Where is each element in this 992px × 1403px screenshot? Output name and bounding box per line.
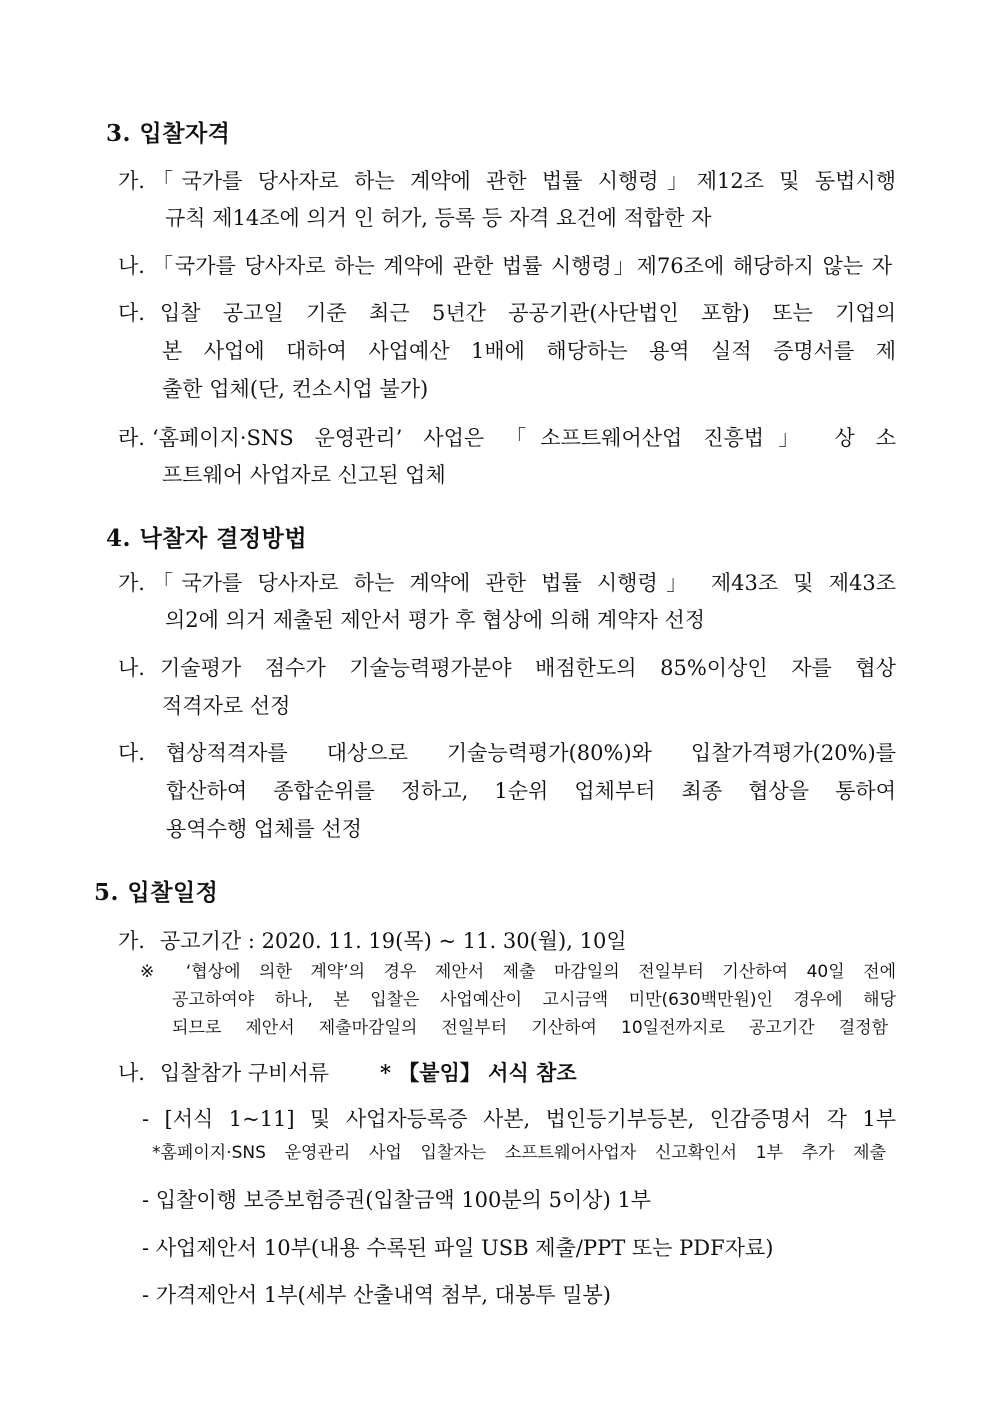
item-text: 협상적격자를 대상으로 기술능력평가(80%)와 입찰가격평가(20%)를 — [166, 741, 896, 765]
section-heading-4: 4. 낙찰자 결정방법 — [106, 525, 308, 552]
item-marker: 나. — [118, 656, 145, 680]
item-text: 입찰 공고일 기준 최근 5년간 공공기관(사단법인 포함) 또는 기업의 — [160, 301, 896, 325]
item-text: 의2에 의거 제출된 제안서 평가 후 협상에 의해 계약자 선정 — [165, 608, 706, 632]
item-text: 용역수행 업체를 선정 — [166, 817, 362, 841]
documents-reference: * 【붙임】 서식 참조 — [380, 1060, 577, 1085]
section-heading-3: 3. 입찰자격 — [106, 120, 231, 147]
item-marker: 나. — [118, 254, 145, 278]
item-text: 「국가를 당사자로 하는 계약에 관한 법률 시행령」제76조에 해당하지 않는 자 — [152, 254, 892, 278]
section-heading-5: 5. 입찰일정 — [94, 879, 219, 906]
item-marker: 나. — [118, 1061, 145, 1085]
document-item: - 사업제안서 10부(내용 수록된 파일 USB 제출/PPT 또는 PDF자료) — [142, 1236, 774, 1260]
item-text: 규칙 제14조에 의거 인 허가, 등록 등 자격 요건에 적합한 자 — [165, 206, 712, 230]
item-text: 「국가를 당사자로 하는 계약에 관한 법률 시행령」제12조 및 동법시행 — [152, 169, 896, 193]
item-text: 「국가를 당사자로 하는 계약에 관한 법률 시행령」 제43조 및 제43조 — [152, 571, 896, 595]
document-item: - 입찰이행 보증보험증권(입찰금액 100분의 5이상) 1부 — [142, 1188, 652, 1212]
documents-text: 입찰참가 구비서류 — [160, 1061, 329, 1085]
item-marker: 가. — [118, 169, 145, 193]
item-text: 기술평가 점수가 기술능력평가분야 배점한도의 85%이상인 자를 협상 — [160, 656, 896, 680]
note-text: 되므로 제안서 제출마감일의 전일부터 기산하여 10일전까지로 공고기간 결정함 — [172, 1018, 888, 1038]
item-text: 합산하여 종합순위를 정하고, 1순위 업체부터 최종 협상을 통하여 — [166, 779, 896, 803]
item-text: 출한 업체(단, 컨소시업 불가) — [162, 377, 429, 401]
item-text: ‘홈페이지·SNS 운영관리’ 사업은 「소프트웨어산업 진흥법」 상 소 — [152, 426, 896, 450]
document-item: - [서식 1~11] 및 사업자등록증 사본, 법인등기부등본, 인감증명서 각 1부 — [142, 1107, 896, 1131]
note-text: 공고하여야 하나, 본 입찰은 사업예산이 고시금액 미만(630백만원)인 경우에 해당 — [172, 990, 896, 1010]
item-text: 프트웨어 사업자로 신고된 업체 — [162, 463, 446, 487]
item-marker: 가. — [118, 571, 145, 595]
item-marker: 다. — [118, 301, 145, 325]
item-marker: 가. — [118, 929, 145, 953]
item-text: 본 사업에 대하여 사업예산 1배에 해당하는 용역 실적 증명서를 제 — [162, 339, 896, 363]
item-text: 적격자로 선정 — [162, 694, 291, 718]
note-text: ※ ‘협상에 의한 계약’의 경우 제안서 제출 마감일의 전일부터 기산하여 40일 전에 — [140, 962, 896, 982]
item-marker: 다. — [118, 741, 145, 765]
document-item: - 가격제안서 1부(세부 산출내역 첨부, 대봉투 밀봉) — [142, 1283, 612, 1307]
item-marker: 라. — [118, 426, 145, 450]
document-sub-note: *홈페이지·SNS 운영관리 사업 입찰자는 소프트웨어사업자 신고확인서 1부 추가 제출 — [152, 1143, 886, 1163]
notice-period-text: 공고기간 : 2020. 11. 19(목) ~ 11. 30(월), 10일 — [160, 929, 627, 953]
